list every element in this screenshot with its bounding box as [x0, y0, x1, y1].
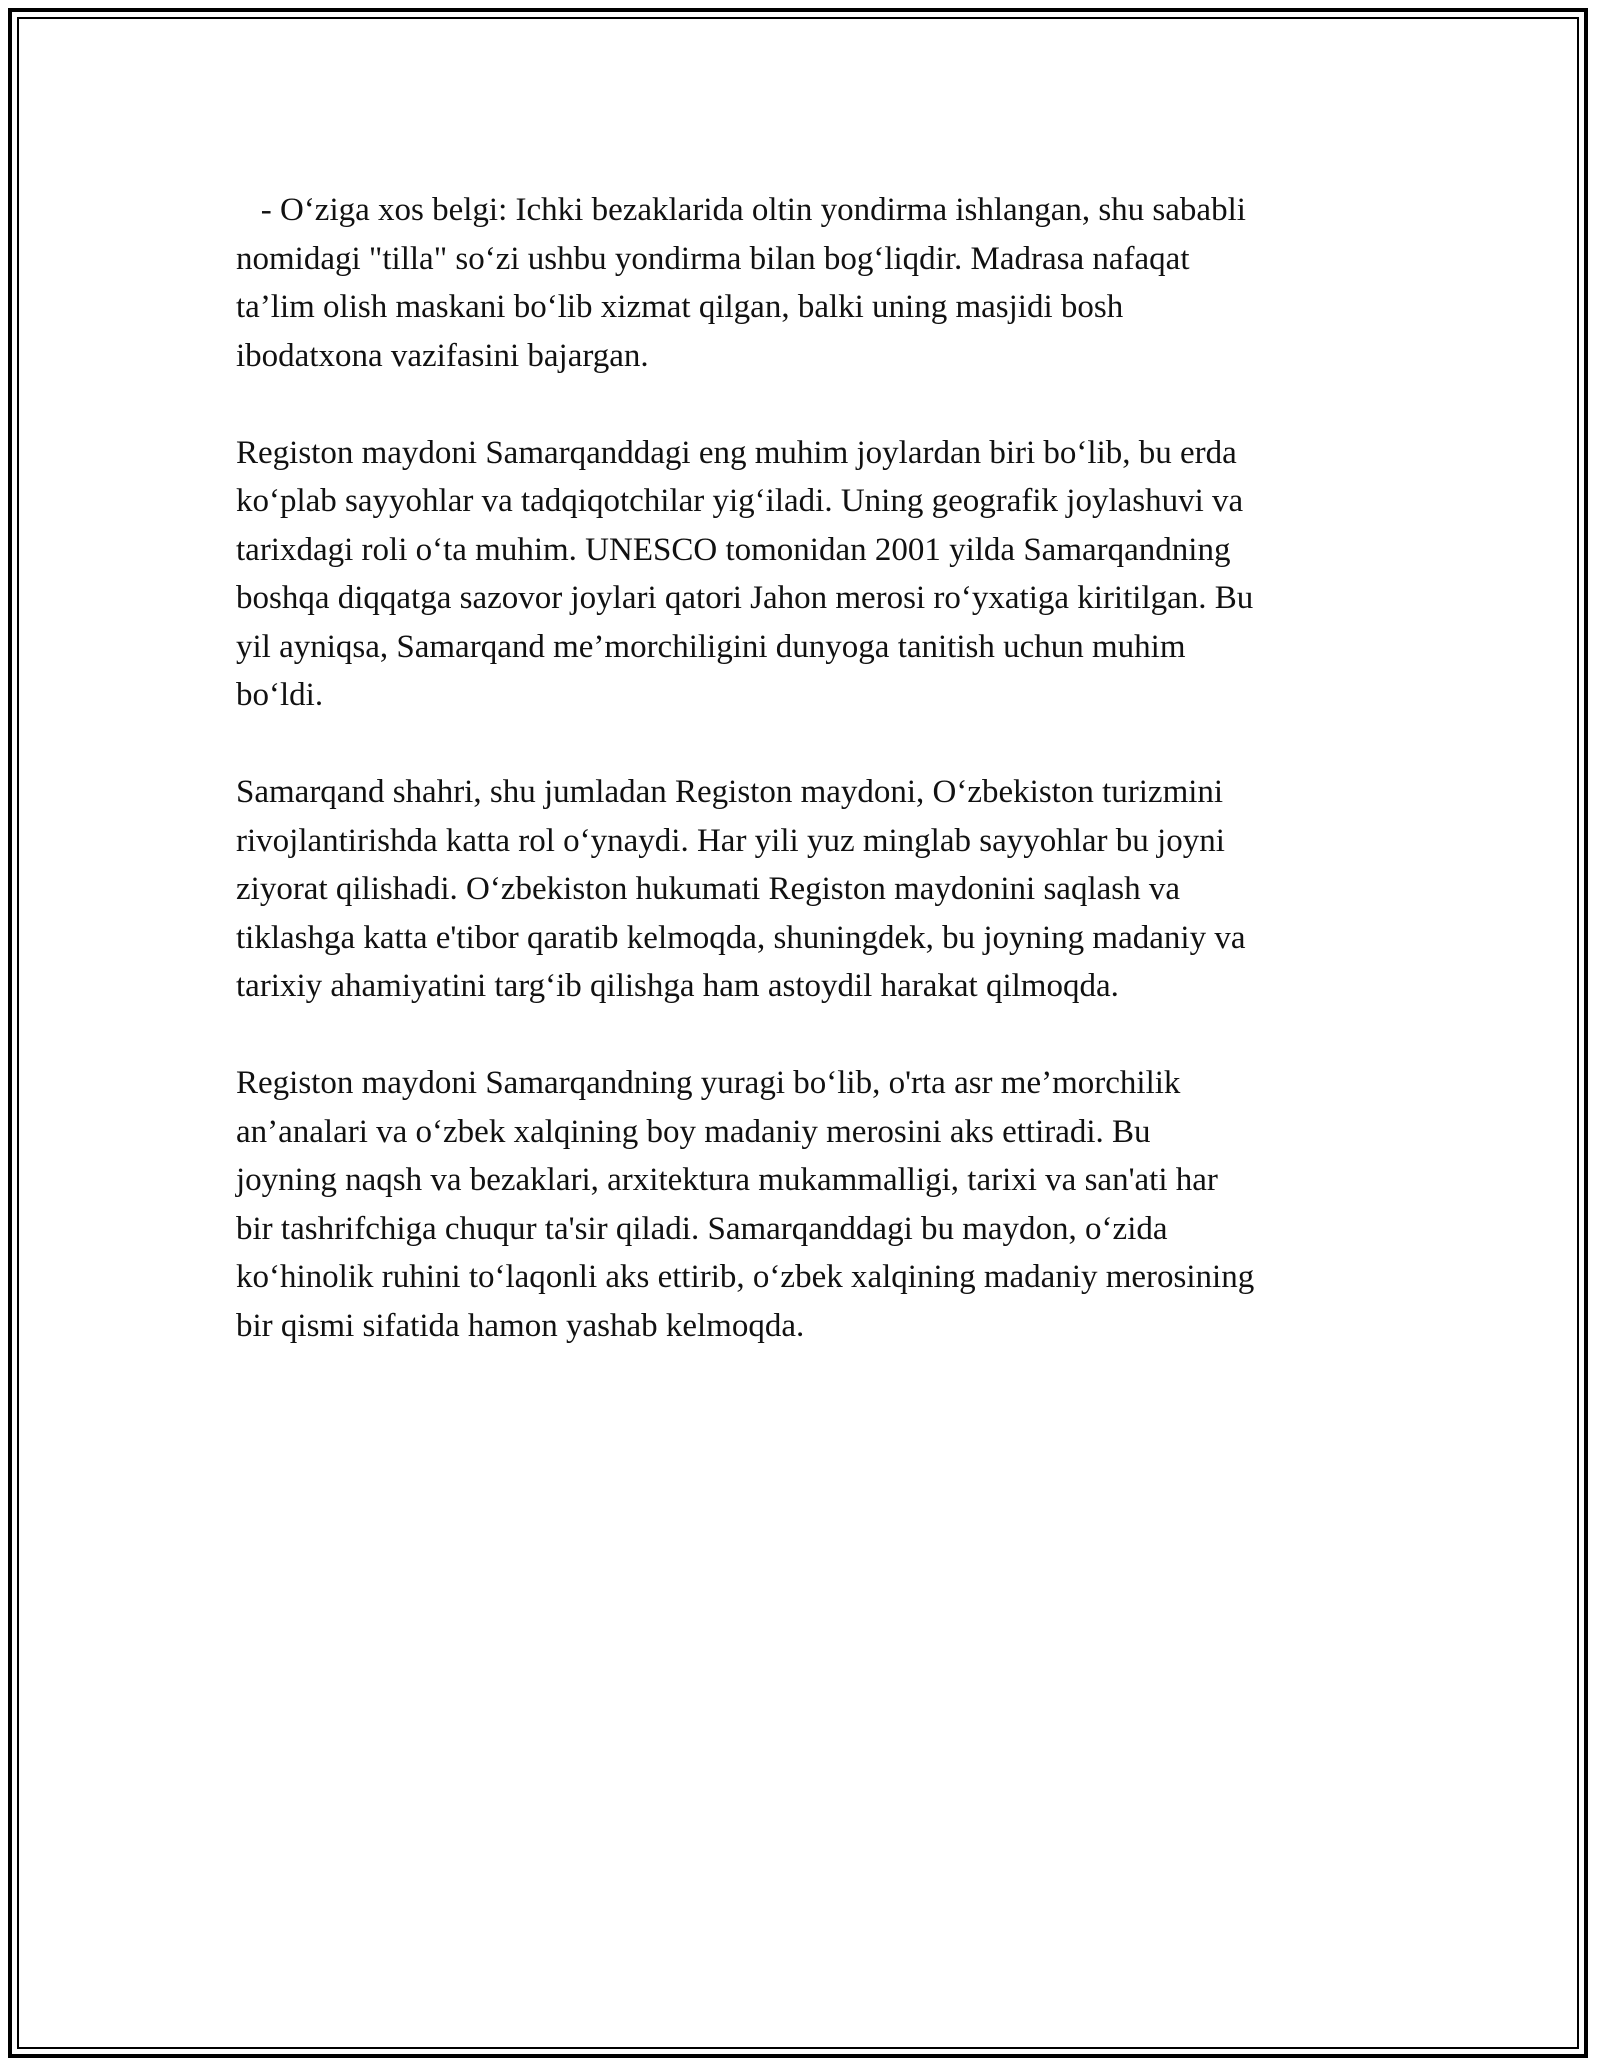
text-line: joyning naqsh va bezaklari, arxitektura mukammalligi, tarixi va san'ati har — [236, 1162, 1218, 1198]
text-line: an’analari va o‘zbek xalqining boy madaniy merosini aks ettiradi. Bu — [236, 1113, 1151, 1150]
text-line: ko‘hinolik ruhini to‘laqonli aks ettirib, o‘zbek xalqining madaniy merosining — [236, 1259, 1255, 1295]
text-line: bir qismi sifatida hamon yashab kelmoqda. — [236, 1307, 805, 1344]
text-line: ta’lim olish maskani bo‘lib xizmat qilgan, balki uning masjidi bosh — [236, 289, 1124, 325]
document-body — [236, 186, 1376, 1399]
text-line: bo‘ldi. — [236, 677, 324, 713]
text-line: Registon maydoni Samarqanddagi eng muhim joylardan biri bo‘lib, bu erda — [236, 434, 1237, 471]
text-line: bir tashrifchiga chuqur ta'sir qiladi. Samarqanddagi bu maydon, o‘zida — [236, 1210, 1168, 1247]
text-line: - O‘ziga xos belgi: Ichki bezaklarida oltin yondirma ishlangan, shu sababli — [236, 192, 1246, 228]
paragraph-heritage — [236, 1059, 1376, 1350]
text-line: yil ayniqsa, Samarqand me’morchiligini dunyoga tanitish uchun muhim — [236, 628, 1186, 665]
text-line: boshqa diqqatga sazovor joylari qatori Jahon merosi ro‘yxatiga kiritilgan. Bu — [236, 580, 1254, 616]
paragraph-tilla-kori-note — [236, 186, 1376, 380]
text-line: tarixdagi roli o‘ta muhim. UNESCO tomonidan 2001 yilda Samarqandning — [236, 531, 1231, 568]
text-line: Samarqand shahri, shu jumladan Registon maydoni, O‘zbekiston turizmini — [236, 774, 1224, 810]
text-line: ibodatxona vazifasini bajargan. — [236, 337, 649, 374]
text-line: ziyorat qilishadi. O‘zbekiston hukumati Registon maydonini saqlash va — [236, 871, 1181, 907]
text-line: rivojlantirishda katta rol o‘ynaydi. Har yili yuz minglab sayyohlar bu joyni — [236, 822, 1225, 859]
text-line: tarixiy ahamiyatini targ‘ib qilishga ham astoydil harakat qilmoqda. — [236, 968, 1119, 1004]
text-line: Registon maydoni Samarqandning yuragi bo‘lib, o'rta asr me’morchilik — [236, 1065, 1181, 1101]
paragraph-registon-importance — [236, 429, 1376, 720]
text-line: ko‘plab sayyohlar va tadqiqotchilar yig‘iladi. Uning geografik joylashuvi va — [236, 483, 1244, 519]
paragraph-tourism — [236, 768, 1376, 1011]
text-line: nomidagi "tilla" so‘zi ushbu yondirma bilan bog‘liqdir. Madrasa nafaqat — [236, 240, 1190, 277]
text-line: tiklashga katta e'tibor qaratib kelmoqda, shuningdek, bu joyning madaniy va — [236, 919, 1246, 956]
